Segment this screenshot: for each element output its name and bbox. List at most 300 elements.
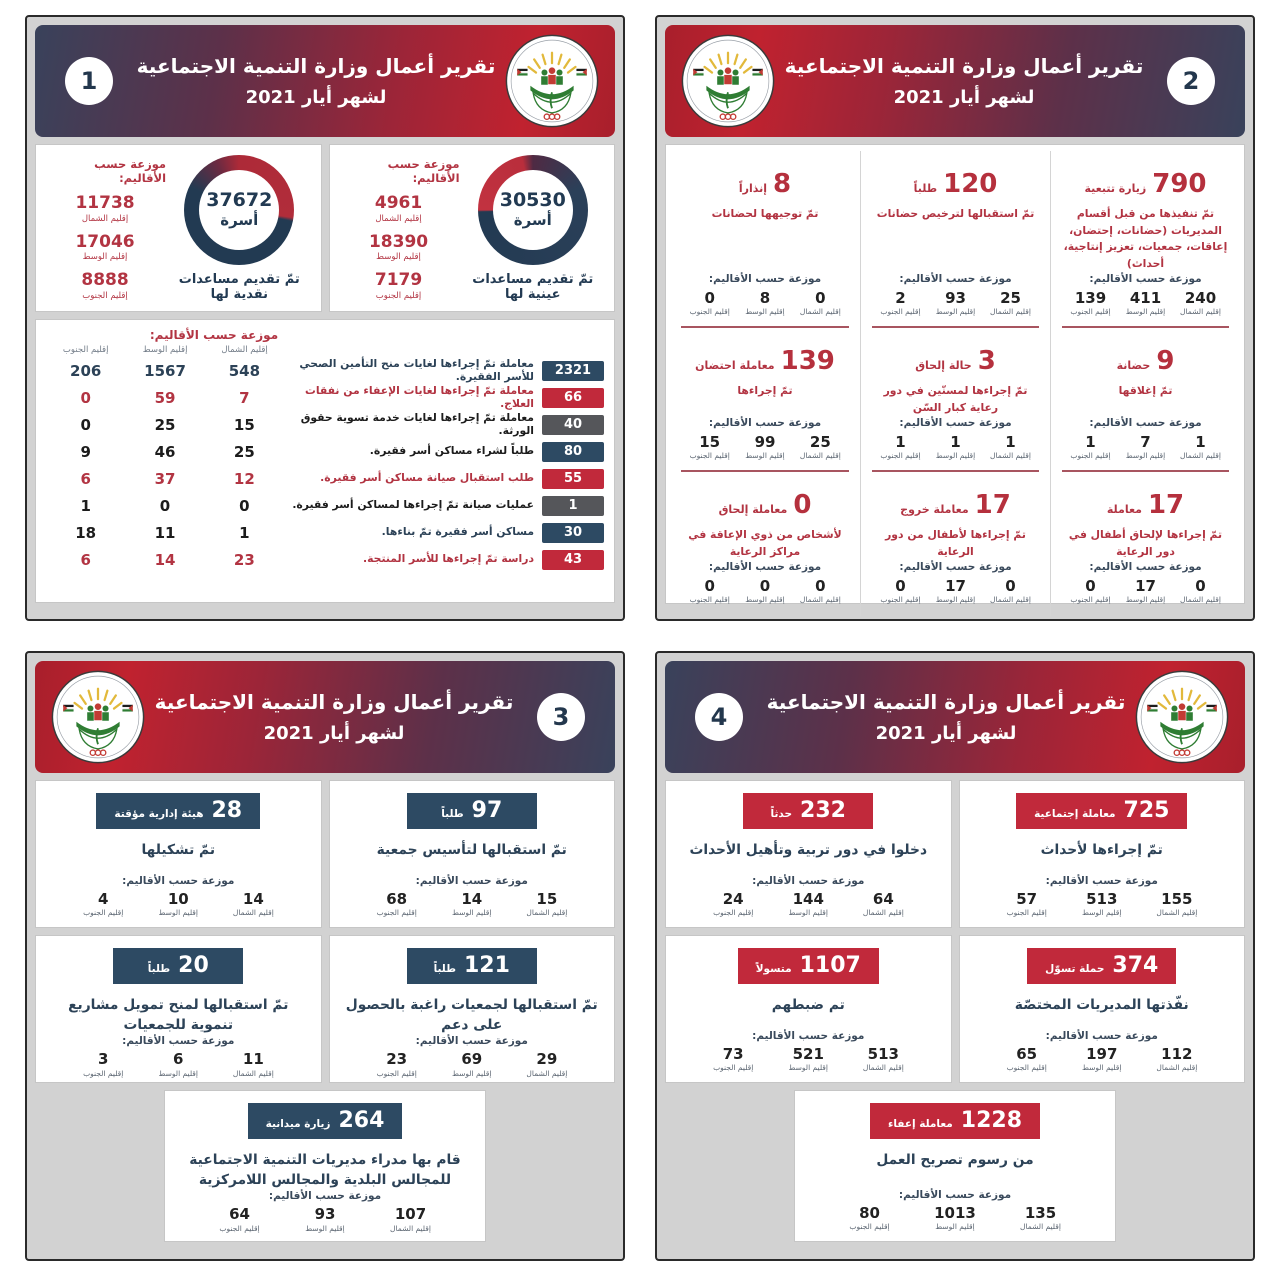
row-label: دراسة تمّ إجراءها للأسر المنتجة. [363, 552, 534, 566]
stats-grid [665, 144, 1245, 604]
stat-headline [680, 171, 850, 197]
badge-unit: زيارة ميدانية [265, 1118, 331, 1130]
row-south: 0 [80, 415, 91, 434]
regions-distribution [871, 578, 1040, 605]
south-label: إقليم الجنوب [880, 595, 921, 605]
badge-unit: هيئة إدارية مؤقتة [114, 808, 204, 820]
panel-number: 2 [1182, 67, 1200, 95]
regions-label: موزعة حسب الأقاليم: [387, 157, 460, 185]
region-north-stat [1139, 1046, 1214, 1073]
regions-label: موزعة حسب الأقاليم: [899, 416, 1012, 429]
stat-badge [738, 948, 879, 984]
stat-description: تمّ إجراءها لإلحاق أطفال في دور الرعاية [1068, 528, 1223, 559]
cards-row [665, 780, 1245, 928]
middle-label: إقليم الوسط [158, 1068, 198, 1078]
regions-label: موزعة حسب الأقاليم: [708, 560, 822, 573]
south-value: 24 [722, 889, 744, 908]
north-value: 0 [1005, 576, 1016, 595]
regions-distribution [1061, 434, 1230, 461]
regions-column [44, 151, 166, 305]
badge-value: 232 [800, 798, 846, 823]
stat-card-field-visits [164, 1090, 486, 1242]
stat-cell-license-requests [860, 151, 1050, 328]
panel-3 [25, 651, 625, 1261]
table-row [46, 411, 604, 438]
south-value: 3 [97, 1050, 109, 1068]
regions-label: موزعة حسب الأقاليم: [899, 272, 1012, 285]
middle-label: إقليم الوسط [935, 595, 976, 605]
south-value: 0 [704, 288, 715, 307]
regions-distribution [357, 891, 586, 918]
row-south: 6 [80, 469, 91, 488]
region-south-stat [682, 578, 737, 605]
south-label: إقليم الجنوب [1070, 595, 1111, 605]
region-south-stat [682, 434, 737, 461]
row-north: 548 [228, 361, 261, 380]
row-total-badge: 40 [542, 415, 604, 435]
stat-headline [680, 490, 850, 521]
row-south: 1 [80, 496, 91, 515]
region-middle-stat [737, 578, 792, 605]
stat-headline [1061, 490, 1230, 521]
badge-unit: طلباً [147, 963, 171, 975]
middle-value: 513 [1086, 889, 1118, 908]
row-south: 18 [75, 523, 97, 542]
table-row [46, 492, 604, 519]
region-south-stat [873, 290, 928, 317]
region-south-stat [197, 1206, 282, 1233]
middle-value: 69 [461, 1050, 483, 1068]
north-label: إقليم الشمال [990, 451, 1031, 461]
stat-badge [743, 793, 873, 829]
stat-description: تمّ استقبالها لجمعيات راغبة بالحصول على دعم [345, 997, 598, 1033]
middle-label: إقليم الوسط [1125, 307, 1166, 317]
stat-unit: معاملة إلحاق [718, 503, 788, 517]
row-total-badge: 2321 [542, 361, 604, 381]
report-subtitle: لشهر أيار 2021 [875, 723, 1017, 744]
panel-1 [25, 15, 625, 621]
region-middle-stat [771, 1046, 846, 1073]
stat-description: تمّ تشكيلها [141, 842, 216, 858]
aid-card-cash [35, 144, 322, 312]
region-north-stat [1173, 290, 1228, 317]
south-label: إقليم الجنوب [849, 1222, 890, 1231]
north-value: 29 [536, 1050, 558, 1068]
middle-label: إقليم الوسط [935, 451, 976, 461]
north-label: إقليم الشمال [81, 213, 129, 224]
middle-value: 10 [167, 889, 189, 908]
middle-label: إقليم الوسط [158, 908, 198, 917]
middle-value: 7 [1140, 432, 1151, 451]
region-middle-stat [369, 233, 428, 263]
south-label: إقليم الجنوب [689, 451, 730, 461]
regions-label: موزعة حسب الأقاليم: [122, 874, 235, 887]
north-label: إقليم الشمال [1156, 1063, 1198, 1072]
regions-distribution [64, 1051, 293, 1078]
south-label: إقليم الجنوب [82, 291, 128, 302]
spacer [284, 345, 534, 355]
region-middle-stat [1118, 290, 1173, 317]
middle-label: إقليم الوسط [788, 1063, 828, 1072]
region-north-stat [216, 1051, 291, 1078]
north-value: 11738 [75, 193, 135, 213]
stat-card-fee-exemptions [794, 1090, 1116, 1242]
middle-label: إقليم الوسط [788, 908, 828, 917]
middle-value: 1013 [934, 1203, 976, 1222]
middle-value: 411 [1129, 288, 1162, 307]
middle-value: 17046 [75, 231, 135, 252]
regions-label: موزعة حسب الأقاليم: [708, 416, 822, 429]
regions-label: موزعة حسب الأقاليم: [752, 874, 865, 887]
region-south-stat [66, 891, 141, 918]
south-value: 64 [229, 1205, 250, 1223]
cards-row [35, 935, 615, 1083]
report-subtitle: لشهر أيار 2021 [245, 87, 387, 108]
middle-value: 197 [1086, 1044, 1118, 1063]
region-middle-stat [1064, 1046, 1139, 1073]
stat-headline [871, 346, 1040, 377]
north-value: 112 [1161, 1044, 1193, 1063]
region-middle-stat [737, 434, 792, 461]
north-value: 0 [815, 576, 826, 595]
region-north-stat [983, 578, 1038, 605]
row-label: عمليات صيانة تمّ إجراءها لمساكن أسر فقيرة. [292, 498, 534, 512]
middle-value: 99 [754, 432, 776, 451]
stat-cell-disability-placements [670, 472, 860, 616]
row-middle: 25 [154, 415, 176, 434]
north-value: 107 [394, 1205, 427, 1223]
regions-distribution [64, 891, 293, 918]
middle-label: إقليم الوسط [935, 1222, 975, 1231]
region-south-stat [1063, 578, 1118, 605]
south-label: إقليم الجنوب [83, 908, 124, 917]
stat-description: تمّ تنفيذها من قبل أقسام المديريات (حضانات، إحتضان، إعاقات، جمعيات، تعزيز إنتاجية، أحداث) [1063, 207, 1228, 271]
table-header-row [46, 345, 604, 355]
regions-label: موزعة حسب الأقاليم: [1045, 1029, 1158, 1042]
donut-unit: أسرة [220, 210, 259, 229]
region-south-stat [1063, 434, 1118, 461]
panel-number: 3 [552, 703, 570, 731]
regions-distribution [357, 1051, 586, 1078]
stat-card-support-requests [329, 935, 616, 1083]
region-north-stat [846, 891, 921, 918]
north-label: إقليم الشمال [232, 908, 274, 917]
donut-center [199, 170, 279, 250]
badge-value: 1228 [960, 1108, 1023, 1133]
south-value: 1 [895, 432, 906, 451]
badge-unit: متسولاً [755, 963, 792, 975]
regions-distribution [195, 1206, 455, 1233]
north-label: إقليم الشمال [862, 908, 904, 917]
report-title: تقرير أعمال وزارة التنمية الاجتماعية [784, 54, 1144, 78]
north-label: إقليم الشمال [1020, 1222, 1061, 1231]
regions-distribution [1061, 578, 1230, 605]
badge-value: 264 [338, 1108, 385, 1133]
panel4-header [665, 661, 1245, 773]
regions-distribution [680, 290, 850, 317]
middle-label: إقليم الوسط [1125, 595, 1166, 605]
regions-label: موزعة حسب الأقاليم: [415, 1035, 528, 1047]
region-north-stat [1173, 578, 1228, 605]
north-label: إقليم الشمال [862, 1063, 904, 1072]
middle-label: إقليم الوسط [305, 1223, 345, 1233]
table-row [46, 546, 604, 573]
north-label: إقليم الشمال [1180, 307, 1221, 317]
region-south-stat [1063, 290, 1118, 317]
badge-unit: طلباً [441, 808, 464, 820]
transactions-table [35, 319, 615, 603]
donut-value: 30530 [499, 189, 566, 212]
badge-unit: طلباً [433, 963, 456, 975]
south-label: إقليم الجنوب [689, 595, 730, 605]
regions-distribution [680, 578, 850, 605]
panel-2 [655, 15, 1255, 621]
stat-unit: حالة إلحاق [915, 359, 972, 373]
badge-unit: معاملة إجتماعية [1034, 808, 1116, 820]
south-value: 73 [722, 1044, 744, 1063]
region-north-stat [509, 1051, 584, 1078]
south-value: 2 [895, 288, 906, 307]
region-middle-stat [434, 1051, 509, 1078]
panel1-header [35, 25, 615, 137]
south-label: إقليم الجنوب [83, 1068, 124, 1078]
bottom-card-wrap [665, 1090, 1245, 1242]
cards-row [665, 935, 1245, 1083]
donut-block [460, 151, 606, 305]
north-value: 240 [1184, 288, 1217, 307]
region-south-stat [873, 578, 928, 605]
row-middle: 14 [154, 550, 176, 569]
north-label: إقليم الشمال [1180, 595, 1221, 605]
region-south-stat [873, 434, 928, 461]
north-value: 0 [815, 288, 826, 307]
middle-label: إقليم الوسط [452, 1068, 492, 1078]
north-value: 15 [536, 889, 558, 908]
badge-value: 28 [211, 798, 243, 823]
row-total-badge: 55 [542, 469, 604, 489]
stat-cell-elderly-placements [860, 328, 1050, 472]
north-label: إقليم الشمال [799, 451, 841, 461]
row-middle: 11 [154, 523, 176, 542]
stat-description: تمّ إغلاقها [1118, 384, 1173, 398]
panel-4 [655, 651, 1255, 1261]
south-label: إقليم الجنوب [376, 1068, 417, 1078]
stat-unit: حضانة [1116, 359, 1151, 373]
south-value: 0 [895, 576, 906, 595]
region-north-stat [75, 194, 134, 224]
panel-number-badge [537, 693, 585, 741]
panel-number-badge [695, 693, 743, 741]
stat-value: 139 [780, 346, 835, 377]
region-south-stat [81, 271, 128, 301]
col-north-label: إقليم الشمال [221, 345, 268, 355]
row-north: 1 [239, 523, 250, 542]
col-south-label: إقليم الجنوب [62, 345, 109, 355]
aid-card-inkind [329, 144, 616, 312]
row-label: معاملة تمّ إجراءها لغايات منح التأمين الصحي للأسر الفقيرة. [299, 357, 534, 383]
stat-cell-children-admissions [1050, 472, 1240, 616]
col-middle-label: إقليم الوسط [142, 345, 188, 355]
regions-label: موزعة حسب الأقاليم: [268, 1190, 382, 1202]
middle-value: 17 [945, 576, 966, 595]
north-label: إقليم الشمال [526, 908, 568, 917]
region-north-stat [846, 1046, 921, 1073]
north-label: إقليم الشمال [375, 213, 422, 224]
table-regions-title: موزعة حسب الأقاليم: [149, 328, 279, 342]
row-south: 9 [80, 442, 91, 461]
region-north-stat [793, 290, 848, 317]
north-value: 155 [1161, 889, 1193, 908]
north-value: 64 [872, 889, 894, 908]
row-label: طلب استقبال صيانة مساكن أسر فقيرة. [320, 471, 534, 485]
south-value: 7179 [374, 270, 423, 291]
stat-description: تمّ إجراءها لمسنّين في دور رعاية كبار السّن [883, 384, 1028, 415]
stat-headline [871, 171, 1040, 197]
badge-value: 97 [471, 798, 503, 823]
region-north-stat [1173, 434, 1228, 461]
donut-block [166, 151, 312, 305]
region-middle-stat [434, 891, 509, 918]
middle-value: 93 [945, 288, 966, 307]
middle-value: 1 [950, 432, 961, 451]
south-value: 23 [386, 1050, 408, 1068]
regions-label: موزعة حسب الأقاليم: [1089, 272, 1202, 285]
north-label: إقليم الشمال [1156, 908, 1198, 917]
region-north-stat [998, 1205, 1083, 1232]
regions-label: موزعة حسب الأقاليم: [898, 1188, 1012, 1201]
stat-card-funding-requests [35, 935, 322, 1083]
stat-description: دخلوا في دور تربية وتأهيل الأحداث [689, 842, 928, 858]
region-middle-stat [75, 233, 134, 263]
donut-chart [478, 155, 588, 265]
stat-card-beggars-caught [665, 935, 952, 1083]
stat-badge [96, 793, 260, 829]
panel2-header [665, 25, 1245, 137]
region-middle-stat [1118, 578, 1173, 605]
south-value: 68 [386, 889, 408, 908]
report-title: تقرير أعمال وزارة التنمية الاجتماعية [136, 54, 496, 78]
middle-label: إقليم الوسط [82, 252, 128, 263]
panel-title [775, 54, 1153, 108]
row-north: 12 [233, 469, 255, 488]
north-label: إقليم الشمال [526, 1068, 568, 1078]
south-label: إقليم الجنوب [1070, 307, 1111, 317]
row-south: 0 [80, 388, 91, 407]
stat-value: 17 [1147, 490, 1185, 521]
middle-label: إقليم الوسط [745, 451, 785, 461]
row-total-badge: 30 [542, 523, 604, 543]
stat-description: تمّ إجراءها لأطفال من دور الرعاية [885, 528, 1026, 559]
region-north-stat [793, 434, 848, 461]
stat-description: تم ضبطهم [771, 997, 845, 1013]
row-middle: 37 [154, 469, 176, 488]
panel-number-badge [1167, 57, 1215, 105]
stat-badge [407, 948, 537, 984]
stat-description: تمّ توجيهها لحضانات [711, 207, 819, 220]
panel-title [127, 54, 505, 108]
region-middle-stat [282, 1206, 367, 1233]
regions-distribution [694, 891, 923, 918]
stat-description: تمّ استقبالها لتأسيس جمعية [376, 842, 567, 858]
stat-badge [113, 948, 243, 984]
panel-number: 1 [80, 67, 98, 95]
ministry-logo-icon [505, 34, 599, 128]
stat-unit: معاملة احتضان [695, 359, 775, 373]
region-south-stat [359, 891, 434, 918]
bottom-card-wrap [35, 1090, 615, 1242]
south-value: 0 [1085, 576, 1096, 595]
stat-cell-followup-visits [1050, 151, 1240, 328]
row-north: 0 [239, 496, 250, 515]
stat-cell-foster-transactions [670, 328, 860, 472]
stat-unit: زيارة تتبعية [1084, 182, 1147, 195]
south-label: إقليم الجنوب [689, 307, 730, 317]
region-middle-stat [928, 434, 983, 461]
stat-card-begging-campaigns [959, 935, 1246, 1083]
row-total-badge: 1 [542, 496, 604, 516]
north-value: 513 [867, 1044, 899, 1063]
region-north-stat [1139, 891, 1214, 918]
row-total-badge: 43 [542, 550, 604, 570]
south-label: إقليم الجنوب [376, 908, 417, 917]
region-south-stat [827, 1205, 912, 1232]
stat-value: 3 [977, 346, 996, 377]
panel3-header [35, 661, 615, 773]
region-north-stat [375, 194, 422, 224]
north-value: 25 [809, 432, 831, 451]
donut-center [493, 170, 573, 250]
regions-label: موزعة حسب الأقاليم: [1089, 560, 1202, 573]
middle-label: إقليم الوسط [452, 908, 492, 917]
middle-value: 18390 [368, 231, 429, 252]
badge-unit: حدثاً [770, 808, 793, 820]
row-middle: 0 [159, 496, 171, 515]
stat-description: تمّ إجراءها لأحداث [1040, 842, 1163, 858]
row-middle: 1567 [144, 361, 186, 380]
stat-headline [871, 490, 1040, 521]
table-row [46, 384, 604, 411]
badge-unit: حملة تسوّل [1045, 963, 1105, 975]
stat-unit: إنذاراً [738, 182, 768, 195]
north-value: 4961 [374, 193, 423, 213]
stat-headline [1061, 171, 1230, 197]
middle-value: 17 [1135, 576, 1156, 595]
row-label: مساكن أسر فقيرة تمّ بناءها. [381, 525, 534, 539]
donut-value: 37672 [206, 189, 273, 212]
region-south-stat [989, 891, 1064, 918]
stat-description: تمّ استقبالها لترخيص حضانات [876, 207, 1035, 220]
north-value: 1 [1195, 432, 1206, 451]
north-label: إقليم الشمال [390, 1223, 431, 1233]
region-south-stat [682, 290, 737, 317]
south-value: 1 [1085, 432, 1096, 451]
region-middle-stat [912, 1205, 997, 1232]
row-label: معاملة تمّ إجراءها لغايات خدمة تسوية حقوق الورثة. [300, 411, 534, 437]
stat-cell-children-exits [860, 472, 1050, 616]
stat-headline [1061, 346, 1230, 377]
region-middle-stat [141, 891, 216, 918]
south-label: إقليم الجنوب [713, 908, 754, 917]
row-total-badge: 80 [542, 442, 604, 462]
region-north-stat [793, 578, 848, 605]
region-middle-stat [737, 290, 792, 317]
regions-label: موزعة حسب الأقاليم: [94, 157, 167, 185]
middle-value: 0 [759, 576, 771, 595]
regions-distribution [694, 1046, 923, 1073]
south-label: إقليم الجنوب [1006, 908, 1047, 917]
donut-unit: أسرة [513, 210, 552, 229]
south-label: إقليم الجنوب [880, 451, 921, 461]
